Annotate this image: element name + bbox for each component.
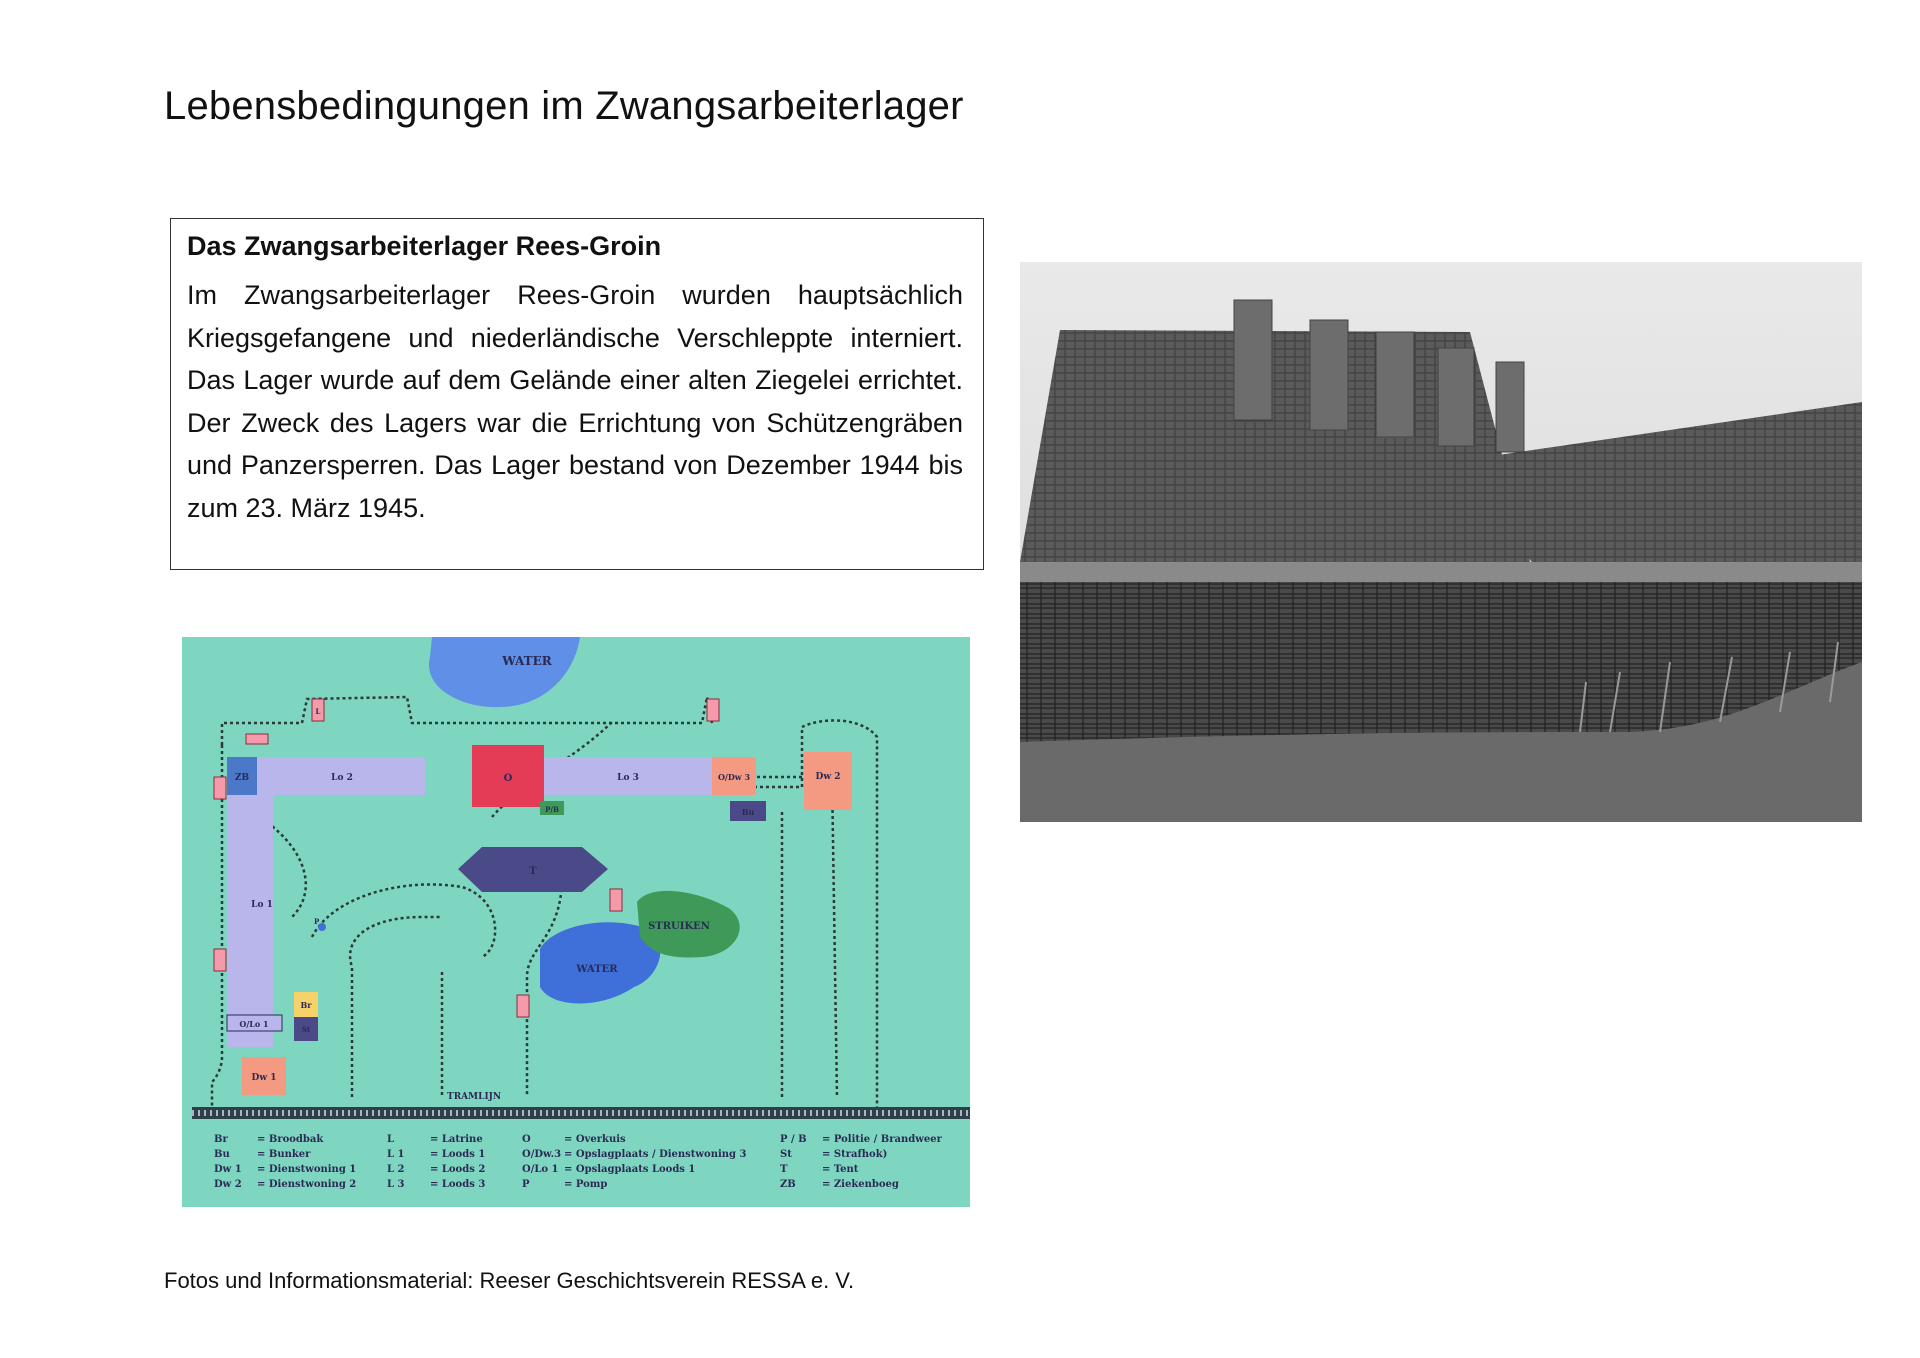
tram-label: TRAMLIJN <box>447 1092 502 1102</box>
building-pb-label: P/B <box>545 805 559 814</box>
legend-odw3-key: O/Dw.3 <box>522 1149 562 1160</box>
legend-pb-key: P / B <box>780 1134 807 1145</box>
legend-olo1-val: = Opslagplaats Loods 1 <box>564 1164 696 1175</box>
building-lo1-label: Lo 1 <box>251 900 273 910</box>
building-lo3-label: Lo 3 <box>617 773 639 783</box>
legend-t-val: = Tent <box>822 1164 859 1175</box>
legend-l3-key: L 3 <box>387 1179 405 1190</box>
info-box-heading: Das Zwangsarbeiterlager Rees-Groin <box>187 231 662 261</box>
legend-o-key: O <box>522 1134 531 1145</box>
legend-l2-key: L 2 <box>387 1164 405 1175</box>
water-middle-label: WATER <box>576 964 618 975</box>
legend-l1-val: = Loods 1 <box>430 1149 486 1160</box>
building-olo1-label: O/Lo 1 <box>239 1019 269 1029</box>
legend-l2-val: = Loods 2 <box>430 1164 486 1175</box>
legend-p-val: = Pomp <box>564 1179 608 1190</box>
legend-br-val: = Broodbak <box>257 1134 324 1145</box>
page-title: Lebensbedingungen im Zwangsarbeiterlager <box>164 84 964 128</box>
legend-l3-val: = Loods 3 <box>430 1179 486 1190</box>
legend-st-key: St <box>780 1149 792 1160</box>
photo-credit: Fotos und Informationsmaterial: Reeser Geschichtsverein RESSA e. V. <box>164 1268 855 1293</box>
building-odw3-label: O/Dw 3 <box>717 772 751 782</box>
legend-o-val: = Overkuis <box>564 1134 626 1145</box>
building-zb-label: ZB <box>234 773 250 783</box>
legend-dw1-val: = Dienstwoning 1 <box>257 1164 357 1175</box>
brickworks-photo <box>1020 262 1862 822</box>
legend-odw3-val: = Opslagplaats / Dienstwoning 3 <box>564 1149 747 1160</box>
building-bu-label: Bu <box>741 807 755 817</box>
camp-site-plan <box>182 637 970 1207</box>
pump-label: P <box>314 917 320 926</box>
legend-t-key: T <box>780 1164 788 1175</box>
water-top-label: WATER <box>502 654 552 668</box>
legend-l-key: L <box>387 1134 395 1145</box>
legend-dw2-val: = Dienstwoning 2 <box>257 1179 357 1190</box>
building-br-label: Br <box>300 1000 312 1010</box>
legend-bu-key: Bu <box>214 1149 230 1160</box>
bushes-label: STRUIKEN <box>648 921 710 932</box>
building-dw1-label: Dw 1 <box>251 1073 277 1083</box>
info-box <box>170 218 984 570</box>
legend-dw1-key: Dw 1 <box>214 1164 242 1175</box>
legend-pb-val: = Politie / Brandweer <box>822 1134 942 1145</box>
legend-dw2-key: Dw 2 <box>214 1179 242 1190</box>
legend-br-key: Br <box>214 1134 228 1145</box>
building-o-label: O <box>503 773 513 784</box>
legend-zb-val: = Ziekenboeg <box>822 1179 899 1190</box>
building-dw2-label: Dw 2 <box>815 772 841 782</box>
legend-l-val: = Latrine <box>430 1134 483 1145</box>
building-st-label: St <box>301 1025 311 1034</box>
legend-st-val: = Strafhok) <box>822 1149 888 1160</box>
info-box-text: Im Zwangsarbeiterlager Rees-Groin wurden hauptsächlich Kriegsgefangene und niederländische Verschleppte interniert. Das Lager wurde auf dem Gelände einer alten Ziegelei errichtet. Der Zweck des Lagers war die Errichtung von Schützengräben und Panzersperren. Das Lager bestand von Dezember 1944 bis zum 23. März 1945. <box>187 280 963 523</box>
latrine-label: L <box>315 707 321 716</box>
building-lo1 <box>227 795 273 1047</box>
legend-p-key: P <box>522 1179 530 1190</box>
building-lo2-label: Lo 2 <box>331 773 353 783</box>
legend-zb-key: ZB <box>780 1179 796 1190</box>
legend-bu-val: = Bunker <box>257 1149 311 1160</box>
legend-olo1-key: O/Lo 1 <box>522 1164 559 1175</box>
building-tent-label: T <box>529 866 537 877</box>
legend-l1-key: L 1 <box>387 1149 405 1160</box>
